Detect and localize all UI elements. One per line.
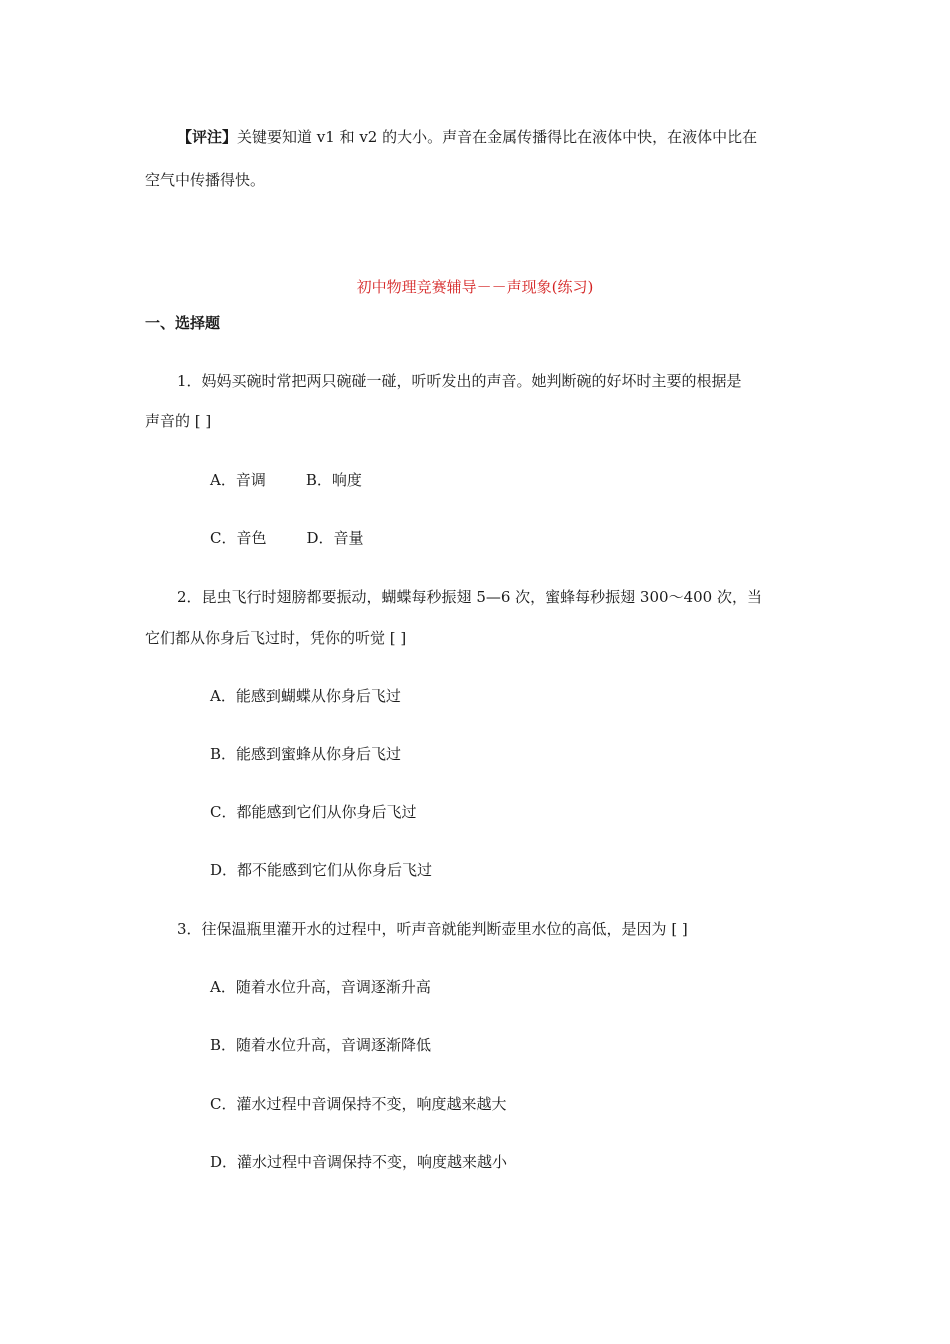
document-title: 初中物理竞赛辅导－－声现象(练习) [356, 278, 594, 296]
question-1-options-row2 [210, 526, 364, 550]
question-3-option-b: B．随着水位升高，音调逐渐降低 [210, 1036, 432, 1054]
comment-text-line1: 关键要知道 v1 和 v2 的大小。声音在金属传播得比在液体中快，在液体中比在 [237, 128, 758, 146]
question-2-option-b: B．能感到蜜蜂从你身后飞过 [210, 745, 402, 763]
question-1-option-b: B．响度 [305, 471, 362, 489]
comment-paragraph [177, 125, 757, 149]
comment-text-line2: 空气中传播得快。 [145, 171, 266, 189]
question-3-option-c: C．灌水过程中音调保持不变，响度越来越大 [210, 1095, 507, 1113]
question-2-option-c: C．都能感到它们从你身后飞过 [210, 803, 417, 821]
question-1-line2: 声音的 [ ] [145, 412, 212, 430]
question-2-line2: 它们都从你身后飞过时，凭你的听觉 [ ] [145, 629, 407, 647]
question-1-option-c: C．音色 [210, 529, 267, 547]
comment-tag: 【评注】 [177, 128, 238, 146]
question-3-option-a: A．随着水位升高，音调逐渐升高 [210, 978, 431, 996]
question-1-options-row1 [210, 468, 362, 492]
question-2-line1: 2．昆虫飞行时翅膀都要振动，蝴蝶每秒振翅 5—6 次，蜜蜂每秒振翅 300～400 次，当 [177, 588, 762, 606]
question-3-line1: 3．往保温瓶里灌开水的过程中，听声音就能判断壶里水位的高低，是因为 [ ] [177, 920, 688, 938]
question-3-option-d: D．灌水过程中音调保持不变，响度越来越小 [210, 1153, 508, 1171]
question-2-option-d: D．都不能感到它们从你身后飞过 [210, 861, 433, 879]
question-1-line1: 1．妈妈买碗时常把两只碗碰一碰，听听发出的声音。她判断碗的好坏时主要的根据是 [177, 372, 742, 390]
question-2-option-a: A．能感到蝴蝶从你身后飞过 [210, 687, 401, 705]
question-1-option-a: A．音调 [210, 471, 266, 489]
section-heading: 一、选择题 [145, 314, 221, 332]
question-1-option-d: D．音量 [306, 529, 364, 547]
